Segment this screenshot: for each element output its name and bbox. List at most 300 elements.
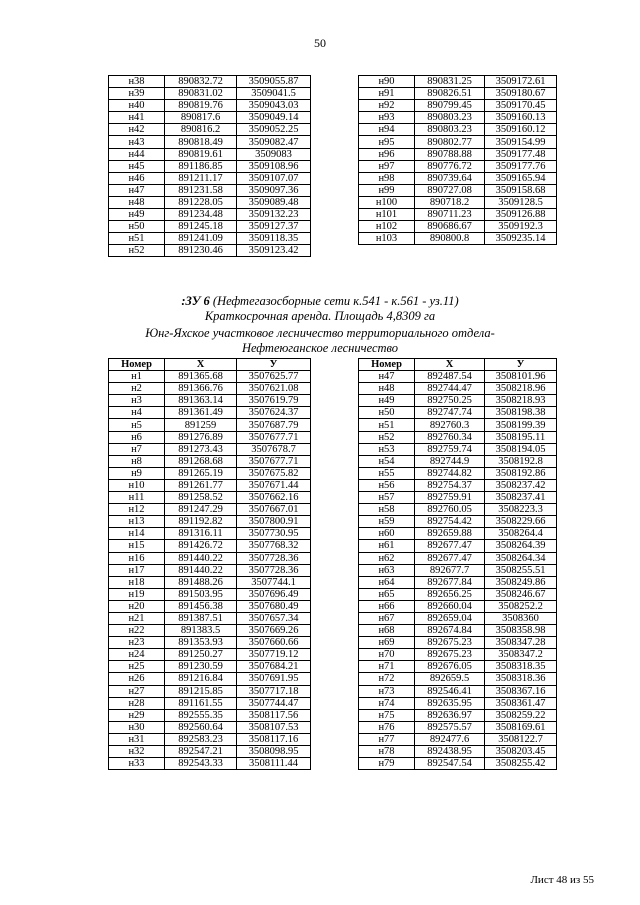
point-number-cell: н9 [109, 467, 165, 479]
table-row [109, 172, 311, 184]
coord-y-cell: 3507744.47 [237, 697, 311, 709]
table-row [359, 100, 557, 112]
coord-y-cell: 3507667.01 [237, 504, 311, 516]
point-number-cell: н60 [359, 528, 415, 540]
coord-y-cell: 3507680.49 [237, 600, 311, 612]
point-number-cell: н73 [359, 685, 415, 697]
coord-y-cell: 3508358.98 [485, 625, 557, 637]
table-row [359, 673, 557, 685]
point-number-cell: н22 [109, 625, 165, 637]
coord-y-cell: 3508246.67 [485, 588, 557, 600]
point-number-cell: н39 [109, 88, 165, 100]
point-number-cell: н29 [109, 709, 165, 721]
coord-x-cell: 891211.17 [165, 172, 237, 184]
table-row [359, 733, 557, 745]
coord-x-cell: 890831.02 [165, 88, 237, 100]
coord-x-cell: 892555.35 [165, 709, 237, 721]
coord-y-cell: 3507768.32 [237, 540, 311, 552]
coord-y-cell: 3509082.47 [237, 136, 311, 148]
coord-y-cell: 3507691.95 [237, 673, 311, 685]
table-header-row [109, 359, 311, 371]
coord-x-cell: 892677.84 [415, 576, 485, 588]
coords-table-top-right [358, 75, 557, 245]
point-number-cell: н77 [359, 733, 415, 745]
table-row [359, 88, 557, 100]
coord-x-cell: 892677.47 [415, 552, 485, 564]
table-row [109, 407, 311, 419]
point-number-cell: н48 [109, 196, 165, 208]
point-number-cell: н57 [359, 492, 415, 504]
header-number: Номер [359, 359, 415, 371]
coord-x-cell: 891316.11 [165, 528, 237, 540]
coord-x-cell: 892760.34 [415, 431, 485, 443]
point-number-cell: н8 [109, 455, 165, 467]
coord-x-cell: 892487.54 [415, 371, 485, 383]
point-number-cell: н40 [109, 100, 165, 112]
table-row [359, 625, 557, 637]
coord-y-cell: 3508117.56 [237, 709, 311, 721]
table-row [109, 576, 311, 588]
point-number-cell: н50 [359, 407, 415, 419]
table-row [109, 76, 311, 88]
coord-y-cell: 3508192.8 [485, 455, 557, 467]
coord-y-cell: 3508264.4 [485, 528, 557, 540]
coord-y-cell: 3509089.48 [237, 196, 311, 208]
coord-x-cell: 891231.58 [165, 184, 237, 196]
table-row [359, 112, 557, 124]
coord-y-cell: 3509052.25 [237, 124, 311, 136]
coord-y-cell: 3508255.42 [485, 758, 557, 770]
coord-x-cell: 892674.84 [415, 625, 485, 637]
table-row [109, 637, 311, 649]
coord-y-cell: 3509158.68 [485, 184, 557, 196]
page-number: 50 [314, 36, 326, 50]
table-row [359, 661, 557, 673]
table-row [359, 709, 557, 721]
point-number-cell: н27 [109, 685, 165, 697]
coord-x-cell: 892760.05 [415, 504, 485, 516]
coord-x-cell: 891265.19 [165, 467, 237, 479]
table-row [359, 588, 557, 600]
point-number-cell: н65 [359, 588, 415, 600]
table-row [359, 124, 557, 136]
point-number-cell: н100 [359, 196, 415, 208]
coord-y-cell: 3509107.07 [237, 172, 311, 184]
forestry-line-1: Юнг-Яхское участковое лесничество территориального отдела- [145, 326, 495, 340]
point-number-cell: н70 [359, 649, 415, 661]
table-row [359, 649, 557, 661]
coord-x-cell: 891276.89 [165, 431, 237, 443]
coord-y-cell: 3509170.45 [485, 100, 557, 112]
table-row [109, 233, 311, 245]
coord-x-cell: 891186.85 [165, 160, 237, 172]
coord-x-cell: 890819.76 [165, 100, 237, 112]
sheet-label: Лист 48 из 55 [530, 874, 594, 886]
point-number-cell: н62 [359, 552, 415, 564]
coord-y-cell: 3508198.38 [485, 407, 557, 419]
table-row [109, 160, 311, 172]
coord-y-cell: 3507671.44 [237, 479, 311, 491]
table-row [109, 371, 311, 383]
coord-y-cell: 3509154.99 [485, 136, 557, 148]
table-row [109, 600, 311, 612]
point-number-cell: н74 [359, 697, 415, 709]
point-number-cell: н54 [359, 455, 415, 467]
coord-y-cell: 3508218.96 [485, 383, 557, 395]
table-row [359, 136, 557, 148]
coord-x-cell: 891258.52 [165, 492, 237, 504]
coord-x-cell: 892656.25 [415, 588, 485, 600]
coord-y-cell: 3508264.39 [485, 540, 557, 552]
coord-x-cell: 891440.22 [165, 564, 237, 576]
coord-x-cell: 892750.25 [415, 395, 485, 407]
coord-y-cell: 3508237.41 [485, 492, 557, 504]
coord-y-cell: 3509160.12 [485, 124, 557, 136]
coord-y-cell: 3507696.49 [237, 588, 311, 600]
table-row [359, 467, 557, 479]
coord-y-cell: 3508098.95 [237, 746, 311, 758]
coord-y-cell: 3507678.7 [237, 443, 311, 455]
point-number-cell: н5 [109, 419, 165, 431]
coord-y-cell: 3507744.1 [237, 576, 311, 588]
table-row [109, 612, 311, 624]
point-number-cell: н26 [109, 673, 165, 685]
coord-y-cell: 3509097.36 [237, 184, 311, 196]
coord-x-cell: 891216.84 [165, 673, 237, 685]
coord-y-cell: 3508223.3 [485, 504, 557, 516]
coord-y-cell: 3508264.34 [485, 552, 557, 564]
point-number-cell: н12 [109, 504, 165, 516]
point-number-cell: н42 [109, 124, 165, 136]
point-number-cell: н93 [359, 112, 415, 124]
coord-y-cell: 3509180.67 [485, 88, 557, 100]
point-number-cell: н4 [109, 407, 165, 419]
table-row [359, 196, 557, 208]
coord-y-cell: 3508194.05 [485, 443, 557, 455]
table-row [109, 540, 311, 552]
table-row [359, 221, 557, 233]
point-number-cell: н61 [359, 540, 415, 552]
table-row [359, 419, 557, 431]
coord-x-cell: 891245.18 [165, 221, 237, 233]
point-number-cell: н41 [109, 112, 165, 124]
point-number-cell: н23 [109, 637, 165, 649]
coord-y-cell: 3509235.14 [485, 233, 557, 245]
coord-x-cell: 891387.51 [165, 612, 237, 624]
coord-y-cell: 3507660.66 [237, 637, 311, 649]
coord-y-cell: 3508318.35 [485, 661, 557, 673]
point-number-cell: н91 [359, 88, 415, 100]
table-row [109, 112, 311, 124]
coord-y-cell: 3507684.21 [237, 661, 311, 673]
coord-y-cell: 3507625.77 [237, 371, 311, 383]
coord-x-cell: 890776.72 [415, 160, 485, 172]
table-row [109, 209, 311, 221]
coord-y-cell: 3508117.16 [237, 733, 311, 745]
point-number-cell: н66 [359, 600, 415, 612]
coord-y-cell: 3507657.34 [237, 612, 311, 624]
point-number-cell: н63 [359, 564, 415, 576]
table-row [109, 184, 311, 196]
table-row [109, 245, 311, 257]
coord-x-cell: 891215.85 [165, 685, 237, 697]
coord-x-cell: 890686.67 [415, 221, 485, 233]
coord-y-cell: 3508229.66 [485, 516, 557, 528]
table-row [359, 540, 557, 552]
coord-x-cell: 890799.45 [415, 100, 485, 112]
point-number-cell: н92 [359, 100, 415, 112]
point-number-cell: н52 [359, 431, 415, 443]
point-number-cell: н48 [359, 383, 415, 395]
coord-x-cell: 892583.23 [165, 733, 237, 745]
point-number-cell: н15 [109, 540, 165, 552]
coord-x-cell: 892675.23 [415, 637, 485, 649]
coord-x-cell: 891228.05 [165, 196, 237, 208]
coord-y-cell: 3509049.14 [237, 112, 311, 124]
table-row [109, 504, 311, 516]
coord-y-cell: 3508111.44 [237, 758, 311, 770]
point-number-cell: н24 [109, 649, 165, 661]
table-row [359, 395, 557, 407]
table-row [109, 196, 311, 208]
point-number-cell: н11 [109, 492, 165, 504]
coord-x-cell: 891273.43 [165, 443, 237, 455]
table-row [359, 564, 557, 576]
coord-y-cell: 3508361.47 [485, 697, 557, 709]
table-row [109, 221, 311, 233]
coord-y-cell: 3509083 [237, 148, 311, 160]
table-row [359, 383, 557, 395]
coord-x-cell: 891365.68 [165, 371, 237, 383]
table-row [359, 443, 557, 455]
point-number-cell: н79 [359, 758, 415, 770]
point-number-cell: н43 [109, 136, 165, 148]
table-row [109, 661, 311, 673]
point-number-cell: н51 [109, 233, 165, 245]
section-code: :ЗУ 6 [181, 294, 210, 308]
coord-x-cell: 892744.82 [415, 467, 485, 479]
table-row [359, 600, 557, 612]
point-number-cell: н49 [109, 209, 165, 221]
table-row [109, 673, 311, 685]
table-row [359, 528, 557, 540]
coord-y-cell: 3507730.95 [237, 528, 311, 540]
coord-y-cell: 3507719.12 [237, 649, 311, 661]
coord-x-cell: 892438.95 [415, 746, 485, 758]
coord-x-cell: 892635.95 [415, 697, 485, 709]
coord-x-cell: 892676.05 [415, 661, 485, 673]
table-row [359, 407, 557, 419]
coord-x-cell: 892660.04 [415, 600, 485, 612]
table-row [359, 504, 557, 516]
coords-table-bottom-right [358, 358, 557, 770]
header-x: Х [415, 359, 485, 371]
coord-y-cell: 3508218.93 [485, 395, 557, 407]
point-number-cell: н32 [109, 746, 165, 758]
coord-x-cell: 892546.41 [415, 685, 485, 697]
coord-y-cell: 3507728.36 [237, 564, 311, 576]
table-row [109, 100, 311, 112]
point-number-cell: н97 [359, 160, 415, 172]
point-number-cell: н49 [359, 395, 415, 407]
coord-x-cell: 892744.47 [415, 383, 485, 395]
coord-y-cell: 3508122.7 [485, 733, 557, 745]
coord-x-cell: 891259 [165, 419, 237, 431]
coord-y-cell: 3508318.36 [485, 673, 557, 685]
coord-y-cell: 3508192.86 [485, 467, 557, 479]
coord-x-cell: 892759.74 [415, 443, 485, 455]
table-row [109, 467, 311, 479]
coord-x-cell: 890803.23 [415, 124, 485, 136]
table-row [109, 419, 311, 431]
coord-y-cell: 3509192.3 [485, 221, 557, 233]
table-row [359, 637, 557, 649]
point-number-cell: н59 [359, 516, 415, 528]
point-number-cell: н67 [359, 612, 415, 624]
forestry-line-2: Нефтеюганское лесничество [241, 341, 399, 355]
table-row [109, 588, 311, 600]
coord-x-cell: 892659.88 [415, 528, 485, 540]
table-row [109, 443, 311, 455]
coord-x-cell: 892659.5 [415, 673, 485, 685]
table-row [109, 479, 311, 491]
table-row [109, 564, 311, 576]
coord-x-cell: 892744.9 [415, 455, 485, 467]
table-row [109, 721, 311, 733]
point-number-cell: н44 [109, 148, 165, 160]
table-row [109, 492, 311, 504]
coord-x-cell: 891363.14 [165, 395, 237, 407]
table-row [109, 709, 311, 721]
coord-x-cell: 890800.8 [415, 233, 485, 245]
coord-y-cell: 3507800.91 [237, 516, 311, 528]
coord-x-cell: 891488.26 [165, 576, 237, 588]
table-row [109, 88, 311, 100]
coord-x-cell: 892675.23 [415, 649, 485, 661]
table-row [109, 552, 311, 564]
coord-x-cell: 892677.47 [415, 540, 485, 552]
table-row [109, 528, 311, 540]
point-number-cell: н55 [359, 467, 415, 479]
coord-x-cell: 892659.04 [415, 612, 485, 624]
coord-y-cell: 3507624.37 [237, 407, 311, 419]
table-row [109, 516, 311, 528]
coord-x-cell: 890718.2 [415, 196, 485, 208]
point-number-cell: н98 [359, 172, 415, 184]
coord-y-cell: 3508169.61 [485, 721, 557, 733]
coord-y-cell: 3509128.5 [485, 196, 557, 208]
coord-x-cell: 890788.88 [415, 148, 485, 160]
coord-y-cell: 3508255.51 [485, 564, 557, 576]
point-number-cell: н94 [359, 124, 415, 136]
coord-x-cell: 892759.91 [415, 492, 485, 504]
header-number: Номер [109, 359, 165, 371]
point-number-cell: н6 [109, 431, 165, 443]
point-number-cell: н14 [109, 528, 165, 540]
coord-y-cell: 3509172.61 [485, 76, 557, 88]
coord-y-cell: 3509041.5 [237, 88, 311, 100]
point-number-cell: н76 [359, 721, 415, 733]
point-number-cell: н19 [109, 588, 165, 600]
coords-table-top-left [108, 75, 311, 257]
table-row [109, 383, 311, 395]
coord-x-cell: 892547.21 [165, 746, 237, 758]
coord-x-cell: 890817.6 [165, 112, 237, 124]
coord-x-cell: 891230.46 [165, 245, 237, 257]
table-row [359, 492, 557, 504]
coord-x-cell: 890826.51 [415, 88, 485, 100]
coords-table-bottom-left [108, 358, 311, 770]
point-number-cell: н56 [359, 479, 415, 491]
table-row [359, 721, 557, 733]
table-row [109, 136, 311, 148]
coord-y-cell: 3509126.88 [485, 209, 557, 221]
coord-x-cell: 891456.38 [165, 600, 237, 612]
header-y: У [485, 359, 557, 371]
coord-x-cell: 890819.61 [165, 148, 237, 160]
coord-y-cell: 3508237.42 [485, 479, 557, 491]
table-row [359, 172, 557, 184]
coord-y-cell: 3508347.2 [485, 649, 557, 661]
coord-x-cell: 890739.64 [415, 172, 485, 184]
coord-x-cell: 890803.23 [415, 112, 485, 124]
table-row [359, 758, 557, 770]
point-number-cell: н103 [359, 233, 415, 245]
point-number-cell: н2 [109, 383, 165, 395]
coord-x-cell: 892747.74 [415, 407, 485, 419]
coord-y-cell: 3507677.71 [237, 455, 311, 467]
table-row [359, 612, 557, 624]
coord-y-cell: 3508360 [485, 612, 557, 624]
coord-x-cell: 891503.95 [165, 588, 237, 600]
point-number-cell: н51 [359, 419, 415, 431]
point-number-cell: н25 [109, 661, 165, 673]
point-number-cell: н1 [109, 371, 165, 383]
coord-y-cell: 3508249.86 [485, 576, 557, 588]
header-x: Х [165, 359, 237, 371]
table-row [359, 479, 557, 491]
table-row [359, 371, 557, 383]
point-number-cell: н96 [359, 148, 415, 160]
coord-x-cell: 891426.72 [165, 540, 237, 552]
coord-y-cell: 3509043.03 [237, 100, 311, 112]
coord-x-cell: 892547.54 [415, 758, 485, 770]
table-row [359, 552, 557, 564]
coord-y-cell: 3508252.2 [485, 600, 557, 612]
coord-x-cell: 891353.93 [165, 637, 237, 649]
coord-y-cell: 3508259.22 [485, 709, 557, 721]
point-number-cell: н90 [359, 76, 415, 88]
table-row [109, 697, 311, 709]
table-row [359, 76, 557, 88]
table-row [109, 746, 311, 758]
point-number-cell: н18 [109, 576, 165, 588]
coord-y-cell: 3509165.94 [485, 172, 557, 184]
coord-y-cell: 3507669.26 [237, 625, 311, 637]
point-number-cell: н20 [109, 600, 165, 612]
coord-x-cell: 890832.72 [165, 76, 237, 88]
coord-x-cell: 891383.5 [165, 625, 237, 637]
point-number-cell: н53 [359, 443, 415, 455]
coord-y-cell: 3507662.16 [237, 492, 311, 504]
coord-y-cell: 3507621.08 [237, 383, 311, 395]
lease-info: Краткосрочная аренда. Площадь 4,8309 га [204, 309, 436, 323]
coord-y-cell: 3507687.79 [237, 419, 311, 431]
table-row [109, 649, 311, 661]
point-number-cell: н45 [109, 160, 165, 172]
coord-x-cell: 892560.64 [165, 721, 237, 733]
point-number-cell: н47 [109, 184, 165, 196]
